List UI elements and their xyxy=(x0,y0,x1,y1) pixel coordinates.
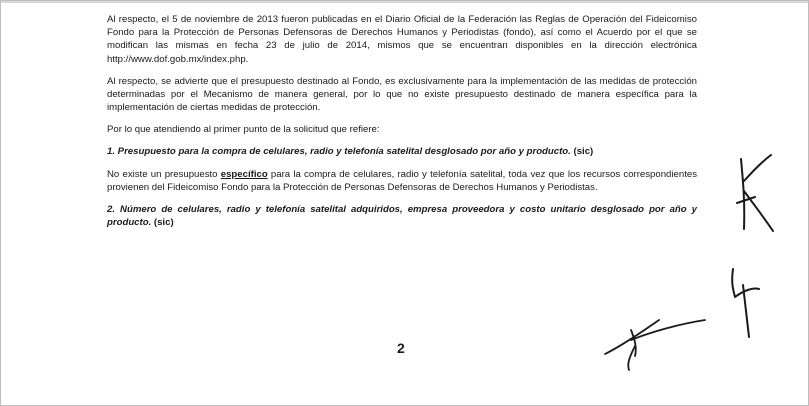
handwritten-signature-3 xyxy=(601,306,711,376)
answer-1-after: para la compra de celulares, radio y telefonía satelital, toda vez que los recursos correspondientes provienen del Fideicomiso Fondo para la Protección de Personas Defensoras de Derechos Humanos y Periodistas. xyxy=(107,168,697,194)
question-2-sic: (sic) xyxy=(153,217,174,229)
question-1-heading xyxy=(107,145,697,158)
paragraph-first-point-intro: Por lo que atendiendo al primer punto de la solicitud que refiere: xyxy=(107,124,380,136)
question-1-text: 1. Presupuesto para la compra de celulares, radio y telefonía satelital desglosado por año y producto. xyxy=(107,145,571,157)
document-body xyxy=(107,13,697,240)
handwritten-signature-2 xyxy=(719,263,769,343)
question-2-text: 2. Número de celulares, radio y telefonía satelital adquiridos, empresa proveedora y costo unitario desglosado por año y producto. xyxy=(107,204,697,229)
paragraph-dof-publication: Al respecto, el 5 de noviembre de 2013 fueron publicadas en el Diario Oficial de la Federación las Reglas de Operación del Fideicomiso Fondo para la Protección de Personas Defensoras de Derechos Humanos y Periodistas (fondo), así como el Acuerdo por el que se modifican las mismas en fecha 23 de julio de 2014, mismos que se encuentran disponibles en la dirección electrónica http://www.dof.gob.mx/index.php. xyxy=(107,14,697,65)
page-number: 2 xyxy=(397,340,405,356)
question-1-sic: (sic) xyxy=(573,145,594,157)
page-top-edge xyxy=(1,1,808,3)
question-2-heading xyxy=(107,203,697,229)
answer-1-emphasis: específico xyxy=(220,168,268,180)
answer-1-paragraph xyxy=(107,168,697,194)
handwritten-signature-1 xyxy=(723,151,783,241)
answer-1-before: No existe un presupuesto xyxy=(107,168,221,180)
paragraph-budget-fund: Al respecto, se advierte que el presupuesto destinado al Fondo, es exclusivamente para la implementación de las medidas de protección determinadas por el Mecanismo de manera general, por lo que no existe presupuesto destinado de manera específica para la implementación de ciertas medidas de protección. xyxy=(107,75,697,114)
